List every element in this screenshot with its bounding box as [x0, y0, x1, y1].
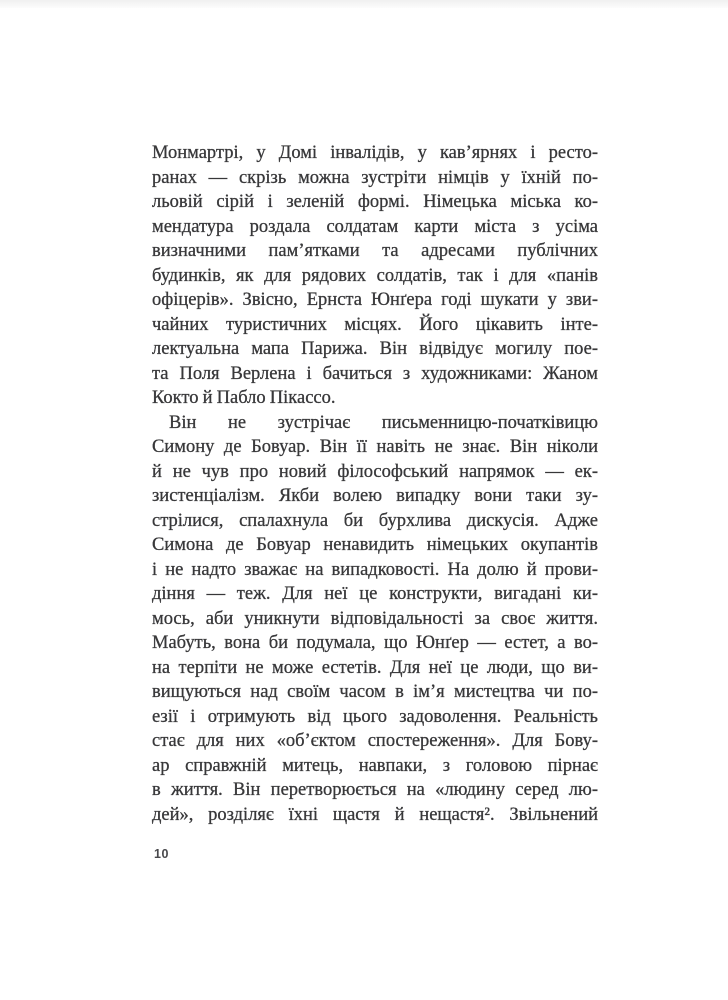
- text-line: Він не зустрічає письменницю-початківицю: [169, 412, 598, 433]
- text-line: зистенціалізм. Якби волею випадку вони таки зу-: [152, 486, 598, 506]
- text-line: в життя. Він перетворюється на «людину серед лю-: [152, 780, 598, 800]
- paragraph: [152, 141, 598, 411]
- text-line: діння — теж. Для неї це конструкти, вигадані ки-: [152, 584, 598, 604]
- text-line: езії і отримують від цього задоволення. Реальність: [152, 706, 598, 727]
- text-line: і не надто зважає на випадковості. На долю й прови-: [152, 559, 598, 580]
- paragraph: [152, 411, 598, 828]
- text-line: чайних туристичних місцях. Його цікавить інте-: [152, 314, 598, 335]
- text-line: будинків, як для рядових солдатів, так і для «панів: [152, 265, 598, 286]
- text-line: офіцерів». Звісно, Ернста Юнґера годі шукати у зви-: [152, 290, 598, 310]
- text-line: Симону де Бовуар. Він її навіть не знає. Він ніколи: [152, 437, 598, 457]
- text-line: Мабуть, вона би подумала, що Юнґер — естет, а во-: [152, 633, 598, 653]
- text-block: [152, 141, 598, 827]
- text-line: ранах — скрізь можна зустріти німців у їхній по-: [152, 167, 598, 188]
- text-line: стрілися, спалахнула би бурхлива дискусія. Адже: [152, 510, 598, 531]
- scan-edge: [0, 0, 728, 8]
- text-line: льовій сірій і зеленій формі. Німецька міська ко-: [152, 192, 598, 212]
- text-line: мендатура роздала солдатам карти міста з усіма: [152, 216, 598, 237]
- text-line: стає для них «об’єктом спостереження». Для Бову-: [152, 731, 598, 751]
- text-line: Монмартрі, у Домі інвалідів, у кав’ярнях і ресто-: [152, 143, 598, 163]
- text-line: та Поля Верлена і бачиться з художниками: Жаном: [152, 363, 598, 384]
- text-line: дей», розділяє їхні щастя й нещастя². Звільнений: [152, 804, 598, 825]
- text-line: мось, аби уникнути відповідальності за своє життя.: [152, 608, 598, 629]
- text-line: на терпіти не може естетів. Для неї це люди, що ви-: [152, 657, 598, 678]
- text-line: ар справжній митець, навпаки, з головою пірнає: [152, 755, 598, 776]
- text-line: й не чув про новий філософський напрямок — ек-: [152, 461, 598, 482]
- text-line: визначними пам’ятками та адресами публічних: [152, 241, 598, 261]
- page-number: 10: [154, 847, 169, 861]
- text-line: лектуальна мапа Парижа. Він відвідує могилу пое-: [152, 339, 598, 359]
- text-line: Кокто й Пабло Пікассо.: [152, 388, 336, 408]
- text-line: Симона де Бовуар ненавидить німецьких окупантів: [152, 535, 598, 555]
- text-line: вищуються над своїм часом в ім’я мистецтва чи по-: [152, 682, 598, 702]
